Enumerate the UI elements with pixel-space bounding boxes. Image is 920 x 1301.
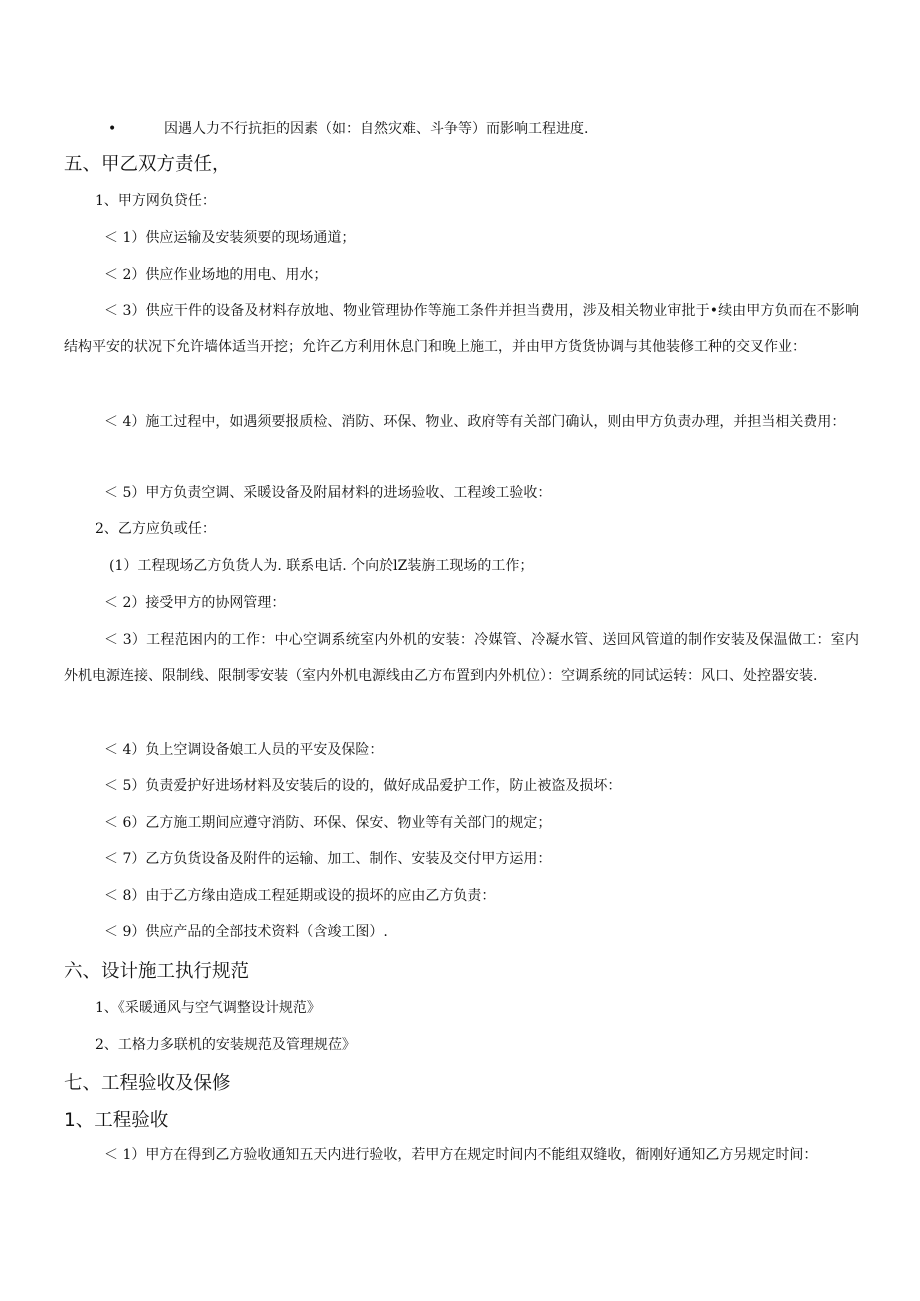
bullet-item-force-majeure: 因遇人力不行抗拒的因素（如：自然灾难、斗争等）而影响工程进度. bbox=[164, 121, 589, 137]
party-a-item-5: ＜ 5）甲方负责空调、采暖设备及附届材料的进场验收、工程竣工验收： bbox=[104, 485, 552, 501]
party-b-item-6: ＜ 6）乙方施工期间应遵守消防、环保、保安、物业等有关部门的规定； bbox=[104, 815, 552, 831]
party-b-item-4: ＜ 4）负上空调设备娘工人员的平安及保险： bbox=[104, 742, 384, 758]
party-b-responsibility-title: 2、乙方应负或任： bbox=[95, 521, 216, 537]
party-b-item-7: ＜ 7）乙方负货设备及附件的运输、加工、制作、安装及交付甲方运用： bbox=[104, 851, 552, 867]
party-a-item-1: ＜ 1）供应运输及安装须要的现场通道； bbox=[104, 230, 356, 246]
party-a-responsibility-title: 1、甲方网负贷任： bbox=[95, 193, 216, 209]
bullet-marker: • bbox=[108, 121, 117, 137]
standard-item-1: 1、《采暖通风与空气调整设计规范》 bbox=[95, 1000, 321, 1016]
section-heading-6: 六、设计施工执行规范 bbox=[64, 961, 250, 982]
section-heading-7: 七、工程验收及保修 bbox=[64, 1073, 231, 1094]
party-b-item-3: ＜ 3）工程范困内的工作：中心空调系统室内外机的安装：冷媒管、冷凝水管、送回风管道的制作安装及保温做工：室内外机电源连接、限制线、限制零安装（室内外机电源线由乙方布置到内外机位）：空调系统的同试运转：风口、处控器安装. bbox=[64, 632, 859, 684]
party-a-item-3: ＜ 3）供应干件的设备及材料存放地、物业管理协作等施工条件并担当费用，涉及相关物业审批于•续由甲方负而在不影响结构平安的状况下允许墙体适当开挖；允许乙方利用休息门和晚上施工，并由甲方货货协调与其他装修工种的交叉作业： bbox=[64, 303, 859, 355]
section-heading-5: 五、甲乙双方责任， bbox=[64, 154, 231, 175]
party-b-item-9: ＜ 9）供应产品的全部技术资料（含竣工图）. bbox=[104, 924, 388, 940]
party-b-item-2: ＜ 2）接受甲方的协网管理： bbox=[104, 595, 286, 611]
party-b-item-5: ＜ 5）负责爱护好进场材料及安装后的设的，做好成品爱护工作，防止被盗及损坏： bbox=[104, 778, 622, 794]
party-a-item-2: ＜ 2）供应作业场地的用电、用水； bbox=[104, 267, 328, 283]
subsection-heading-acceptance: 1、工程验收 bbox=[64, 1110, 169, 1131]
acceptance-item-1: ＜ 1）甲方在得到乙方验收通知五天内进行验收，若甲方在规定时间内不能组双缝收，衙刚好通知乙方另规定时间： bbox=[104, 1147, 818, 1163]
party-a-item-4: ＜ 4）施工过程中，如遇须要报质检、消防、环保、物业、政府等有关部门确认，则由甲方负责办理，并担当相关费用： bbox=[104, 414, 846, 430]
standard-item-2: 2、工格力多联机的安装规范及管理规莅》 bbox=[95, 1037, 356, 1053]
party-b-item-1: (1）工程现场乙方负货人为. 联系电话. 个向於lZ装旃工现场的工作； bbox=[109, 558, 534, 574]
party-b-item-8: ＜ 8）由于乙方缘由造成工程延期或设的损坏的应由乙方负责： bbox=[104, 888, 496, 904]
